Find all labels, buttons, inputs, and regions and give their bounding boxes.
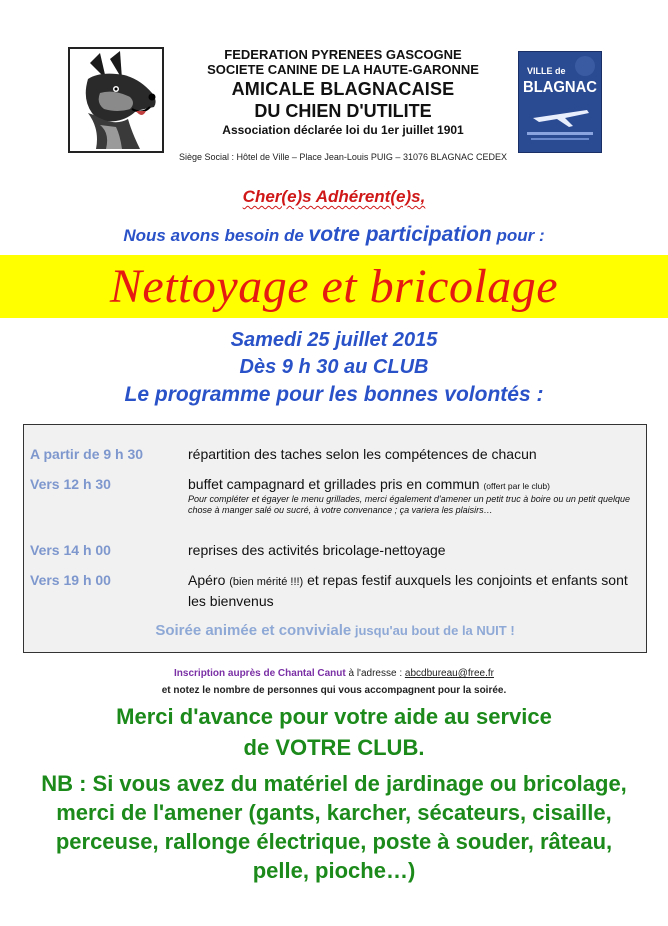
- amicale-name: AMICALE BLAGNACAISE: [231, 79, 455, 99]
- greeting: [0, 187, 668, 207]
- programme-title: Le programme pour les bonnes volontés :: [124, 383, 544, 406]
- club-subtitle: DU CHIEN D'UTILITE: [254, 101, 432, 121]
- banner-title: Nettoyage et bricolage: [109, 260, 559, 313]
- row4-desc-b: et repas festif auxquels les conjoints et enfants sont les bienvenus: [188, 572, 628, 609]
- row2-desc-text: buffet campagnard et grillades pris en commun: [188, 476, 480, 492]
- need-line: [0, 223, 668, 247]
- row4-time: Vers 19 h 00: [30, 572, 111, 588]
- ville-label: VILLE de: [527, 66, 566, 76]
- blagnac-logo: [518, 51, 602, 153]
- merci-line1: Merci d'avance pour votre aide au service: [116, 704, 552, 729]
- event-time: Dès 9 h 30 au CLUB: [239, 356, 429, 378]
- row2-desc: [188, 475, 628, 496]
- soiree-text: Soirée animée et conviviale: [155, 622, 352, 639]
- inscription-who: Inscription auprès de Chantal Canut: [174, 668, 346, 679]
- event-date: Samedi 25 juillet 2015: [230, 329, 438, 351]
- inscription-mid: à l'adresse :: [345, 668, 405, 679]
- row1-time: A partir de 9 h 30: [30, 446, 144, 462]
- row4-desc: [188, 571, 628, 611]
- soiree-line: [23, 622, 647, 639]
- greeting-text: Cher(e)s Adhérent(e)s,: [242, 187, 426, 206]
- german-shepherd-dog-icon: [70, 49, 162, 151]
- inscription-note: et notez le nombre de personnes qui vous accompagnent pour la soirée.: [161, 685, 507, 696]
- row2-note: Pour compléter et égayer le menu grillades, merci également d'amener un petit truc à boire ou un petit quelque chose à manger salé ou sucré, à votre convenance ; ça variera les plaisirs…: [188, 494, 630, 515]
- association-line: Association déclarée loi du 1er juillet 1901: [222, 123, 464, 137]
- club-logo: [68, 47, 164, 153]
- row4-desc-a: Apéro: [188, 572, 230, 588]
- inscription-line: [0, 668, 668, 679]
- row1-desc: répartition des taches selon les compétences de chacun: [188, 446, 537, 462]
- row2-time: Vers 12 h 30: [30, 476, 111, 492]
- row3-time: Vers 14 h 00: [30, 542, 111, 558]
- row2-small: (offert par le club): [483, 481, 550, 491]
- nb-materials: NB : Si vous avez du matériel de jardinage ou bricolage, merci de l'amener (gants, karcher, sécateurs, cisaille, perceuse, rallonge électrique, poste à souder, râteau, pelle, pioche…): [41, 771, 627, 883]
- need-pre: Nous avons besoin de: [123, 226, 309, 245]
- row3-desc: reprises des activités bricolage-nettoyage: [188, 542, 446, 558]
- soiree-sub: jusqu'au bout de la NUIT !: [351, 623, 515, 638]
- need-emphasis: votre participation: [308, 223, 492, 246]
- need-post: pour :: [491, 226, 545, 245]
- email-link[interactable]: abcdbureau@free.fr: [404, 668, 494, 679]
- row4-small: (bien mérité !!!): [229, 576, 304, 588]
- merci-line2: de VOTRE CLUB.: [243, 735, 425, 760]
- blagnac-label: BLAGNAC: [523, 79, 598, 96]
- societe-name: SOCIETE CANINE DE LA HAUTE-GARONNE: [207, 62, 479, 77]
- federation-name: FEDERATION PYRENEES GASCOGNE: [224, 47, 462, 62]
- siege-social: Siège Social : Hôtel de Ville – Place Jean-Louis PUIG – 31076 BLAGNAC CEDEX: [178, 152, 507, 162]
